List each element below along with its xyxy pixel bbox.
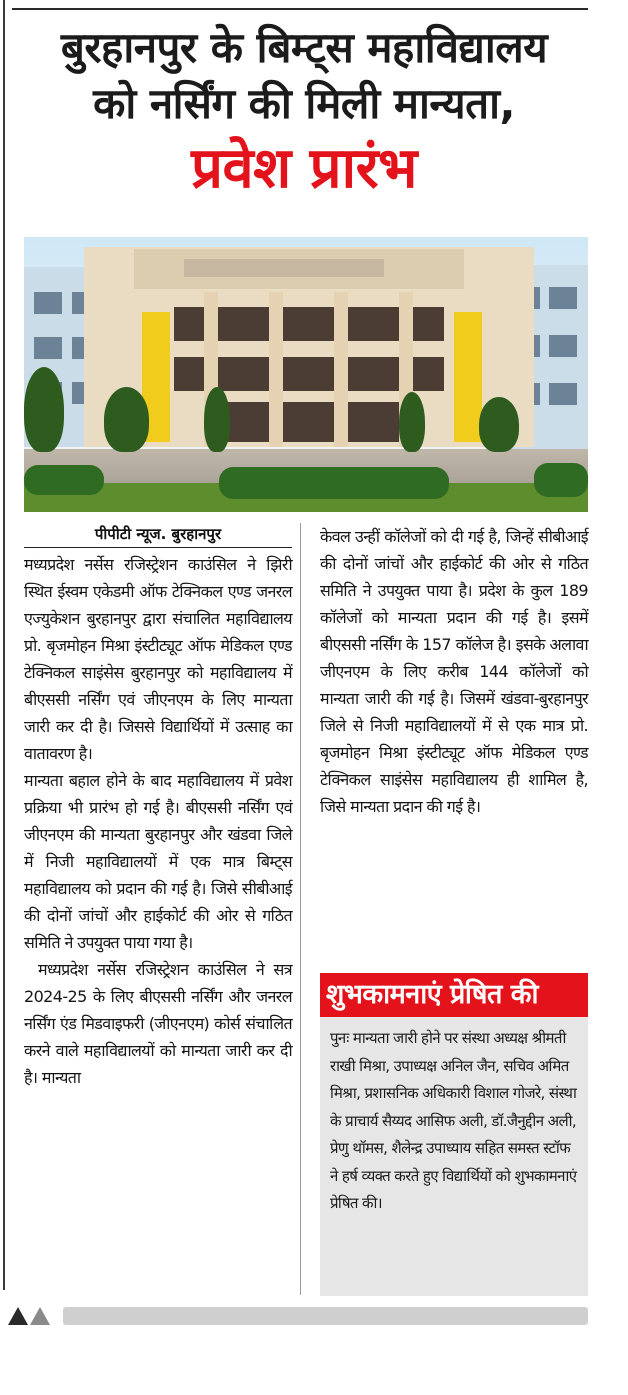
top-rule	[12, 8, 588, 10]
side-rule	[3, 0, 5, 1290]
college-building-photo	[24, 237, 588, 512]
building-signboard	[184, 259, 384, 277]
headline-line-1: बुरहानपुर के बिम्ट्स महाविद्यालय	[60, 23, 548, 72]
footer-bar	[63, 1307, 588, 1325]
triangle-light-icon	[30, 1307, 50, 1325]
article-paragraph-1: मध्यप्रदेश नर्सेस रजिस्ट्रेशन काउंसिल ने झिरी स्थित ईस्वम एकेडमी ऑफ टेक्निकल एण्ड जनरल एज्युकेशन बुरहानपुर द्वारा संचालित महाविद्यालय प्रो. बृजमोहन मिश्रा इंस्टीट्यूट ऑफ मेडिकल एण्ड टेक्निकल साइंसेस बुरहानपुर को महाविद्यालय में बीएससी नर्सिंग एवं जीएनएम के लिए मान्यता जारी कर दी है। जिससे विद्यार्थियों में उत्साह का वातावरण है।	[24, 555, 292, 763]
article-paragraph-4: केवल उन्हीं कॉलेजों को दी गई है, जिन्हें सीबीआई की दोनों जांचों और हाईकोर्ट की ओर से गठित समिति ने उपयुक्त पाया है। प्रदेश के कुल 189 कॉलेजों को मान्यता प्रदान की गई है। इसमें बीएससी नर्सिंग के 157 कॉलेज है। इसके अलावा जीएनएम के लिए करीब 144 कॉलेजों को मान्यता जारी की गई है। जिसमें खंडवा-बुरहानपुर जिले से निजी महाविद्यालयों में से एक मात्र प्रो. बृजमोहन मिश्रा इंस्टीट्यूट ऑफ मेडिकल एण्ड टेक्निकल साइंसेस महाविद्यालय ही शामिल है, जिसे मान्यता प्रदान की गई है।	[320, 527, 588, 816]
headline	[14, 20, 594, 206]
article-paragraph-2: मान्यता बहाल होने के बाद महाविद्यालय में प्रवेश प्रक्रिया भी प्रारंभ हो गई है। बीएससी नर्सिंग एवं जीएनएम की मान्यता बुरहानपुर और खंडवा जिले में निजी महाविद्यालयों में एक मात्र बिम्ट्स महाविद्यालय को प्रदान की गई है। जिसे सीबीआई की दोनों जांचों और हाईकोर्ट की ओर से गठित समिति ने उपयुक्त पाया गया है।	[24, 771, 292, 952]
greetings-box-text: पुनः मान्यता जारी होने पर संस्था अध्यक्ष श्रीमती राखी मिश्रा, उपाध्यक्ष अनिल जैन, सचिव अमित मिश्रा, प्रशासनिक अधिकारी विशाल गोजरे, संस्था के प्राचार्य सैय्यद आसिफ अली, डॉ.जैनुद्दीन अली, प्रेणु थॉमस, शैलेन्द्र उपाध्याय सहित समस्त स्टॉफ ने हर्ष व्यक्त करते हुए विद्यार्थियों को शुभकामनाएं प्रेषित की।	[330, 1029, 577, 1212]
hedge	[24, 465, 104, 495]
window	[34, 337, 62, 359]
tree	[204, 387, 230, 452]
window	[549, 383, 577, 405]
article-paragraph-3: मध्यप्रदेश नर्सेस रजिस्ट्रेशन काउंसिल ने सत्र 2024-25 के लिए बीएससी नर्सिंग और जनरल नर्सिंग एंड मिडवाइफरी (जीएनएम) कोर्स संचालित करने वाले महाविद्यालयों को मान्यता जारी कर दी है। मान्यता	[24, 960, 292, 1087]
window	[549, 287, 577, 309]
entrance-opening	[204, 402, 414, 442]
tree	[479, 397, 519, 452]
pillar	[269, 292, 283, 447]
hedge	[219, 467, 449, 499]
headline-line-2: को नर्सिंग की मिली मान्यता,	[93, 79, 515, 128]
window	[549, 335, 577, 357]
byline-rule	[24, 547, 292, 548]
greetings-box-title: शुभकामनाएं प्रेषित की	[320, 973, 588, 1017]
page-footer	[8, 1301, 588, 1331]
tree	[104, 387, 149, 452]
article-column-left	[24, 523, 292, 1091]
window	[34, 292, 62, 314]
column-divider	[300, 523, 301, 1295]
headline-line-3: प्रवेश प्रारंभ	[191, 136, 417, 201]
byline: पीपीटी न्यूज. बुरहानपुर	[94, 525, 222, 543]
tree	[24, 367, 64, 452]
yellow-wall-right	[454, 312, 482, 442]
pillar	[334, 292, 348, 447]
article-column-right	[320, 523, 588, 820]
tree	[399, 392, 425, 452]
hedge	[534, 463, 588, 497]
greetings-box	[320, 973, 588, 1296]
triangle-dark-icon	[8, 1307, 28, 1325]
